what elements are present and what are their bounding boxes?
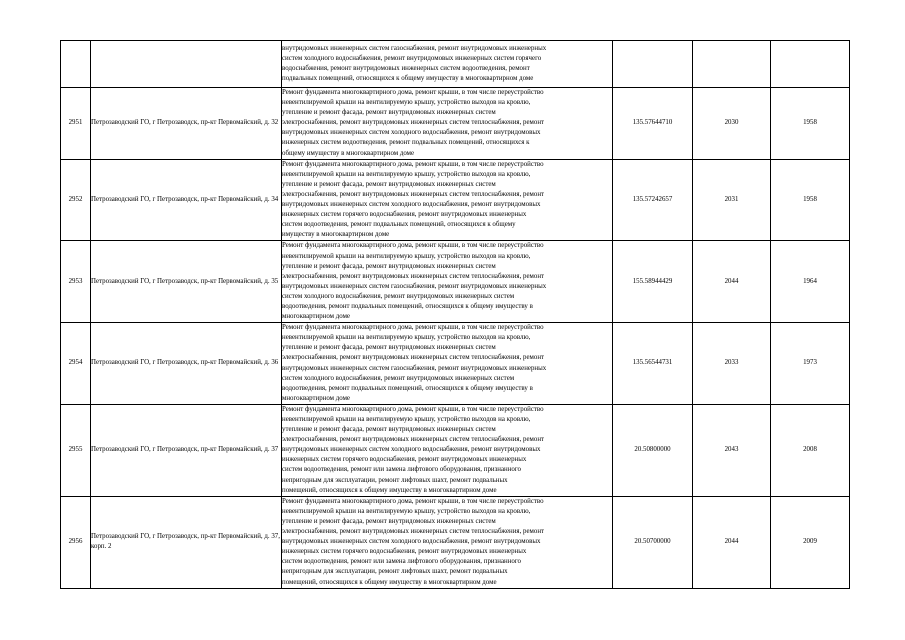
- row-number-cell: 2956: [61, 496, 91, 588]
- cost-cell: 155.58944429: [613, 241, 693, 323]
- address-cell: Петрозаводский ГО, г Петрозаводск, пр-кт Первомайский, д. 35: [91, 241, 282, 323]
- planned-year-cell: 2031: [693, 159, 771, 241]
- works-line: Ремонт фундамента многоквартирного дома, ремонт крыши, в том числе переустройство: [282, 405, 544, 413]
- works-line: утепление и ремонт фасада, ремонт внутридомовых инженерных систем: [282, 262, 496, 270]
- works-line: невентилируемой крыши на вентилируемую крышу, устройство выходов на кровлю,: [282, 334, 531, 342]
- built-year-cell: 2008: [771, 404, 850, 496]
- works-list-cell: [282, 241, 613, 323]
- works-list-cell: [282, 496, 613, 588]
- works-line: Ремонт фундамента многоквартирного дома, ремонт крыши, в том числе переустройство: [282, 89, 544, 96]
- table-row: [61, 88, 850, 160]
- works-line: утепление и ремонт фасада, ремонт внутридомовых инженерных систем: [282, 109, 496, 117]
- works-line: Ремонт фундамента многоквартирного дома, ремонт крыши, в том числе переустройство: [282, 242, 544, 250]
- works-list-cell: [282, 41, 613, 88]
- row-number-cell: 2953: [61, 241, 91, 323]
- works-line: систем холодного водоснабжения, ремонт внутридомовых инженерных систем: [282, 292, 515, 300]
- planned-year-cell: 2030: [693, 88, 771, 160]
- row-number-cell: 2952: [61, 159, 91, 241]
- table-row: [61, 404, 850, 496]
- works-line: невентилируемой крыши на вентилируемую крышу, устройство выходов на кровлю,: [282, 416, 531, 423]
- works-line: инженерных систем горячего водоснабжения, ремонт внутридомовых инженерных: [282, 211, 527, 219]
- works-line: непригодным для эксплуатации, ремонт лифтовых шахт, ремонт подвальных: [282, 476, 508, 484]
- planned-year-cell: 2033: [693, 323, 771, 405]
- planned-year-cell: 2044: [693, 241, 771, 323]
- cost-cell: 135.57242657: [613, 159, 693, 241]
- works-line: утепление и ремонт фасада, ремонт внутридомовых инженерных систем: [282, 180, 496, 188]
- built-year-cell: 1973: [771, 323, 850, 405]
- works-line: электроснабжения, ремонт внутридомовых инженерных систем теплоснабжения, ремонт: [282, 354, 545, 362]
- works-line: электроснабжения, ремонт внутридомовых инженерных систем теплоснабжения, ремонт: [282, 528, 545, 536]
- works-line: внутридомовых инженерных систем газоснабжения, ремонт внутридомовых инженерных: [282, 282, 547, 290]
- table-row: [61, 323, 850, 405]
- works-list-cell: [282, 404, 613, 496]
- works-line: внутридомовых инженерных систем холодного водоснабжения, ремонт внутридомовых: [282, 446, 541, 454]
- table-row: [61, 496, 850, 588]
- works-line: имуществу в многоквартирном доме: [282, 231, 390, 239]
- table-body: [61, 41, 850, 589]
- row-number-cell: 2955: [61, 404, 91, 496]
- works-line: систем водоотведения, ремонт подвальных помещений, относящихся к общему: [282, 221, 516, 229]
- works-line: внутридомовых инженерных систем холодного водоснабжения, ремонт внутридомовых: [282, 201, 541, 209]
- works-line: водоотведения, ремонт подвальных помещений, относящихся к общему имуществу в: [282, 384, 533, 392]
- works-list-cell: [282, 159, 613, 241]
- works-line: систем холодного водоснабжения, ремонт внутридомовых инженерных систем горячего: [282, 54, 542, 62]
- built-year-cell: 1958: [771, 88, 850, 160]
- works-line: непригодным для эксплуатации, ремонт лифтовых шахт, ремонт подвальных: [282, 568, 508, 576]
- address-cell: [91, 41, 282, 88]
- works-line: невентилируемой крыши на вентилируемую крышу, устройство выходов на кровлю,: [282, 99, 531, 107]
- works-line: подвальных помещений, относящихся к общему имуществу в многоквартирном доме: [282, 75, 534, 83]
- cost-cell: 20.50800000: [613, 404, 693, 496]
- works-line: инженерных систем горячего водоснабжения, ремонт внутридомовых инженерных: [282, 456, 527, 464]
- table-row: [61, 41, 850, 88]
- works-line: утепление и ремонт фасада, ремонт внутридомовых инженерных систем: [282, 426, 496, 434]
- works-line: Ремонт фундамента многоквартирного дома, ремонт крыши, в том числе переустройство: [282, 160, 544, 168]
- address-cell: Петрозаводский ГО, г Петрозаводск, пр-кт Первомайский, д. 34: [91, 159, 282, 241]
- built-year-cell: 2009: [771, 496, 850, 588]
- address-cell: Петрозаводский ГО, г Петрозаводск, пр-кт Первомайский, д. 32: [91, 88, 282, 160]
- row-number-cell: [61, 41, 91, 88]
- works-line: Ремонт фундамента многоквартирного дома, ремонт крыши, в том числе переустройство: [282, 497, 544, 505]
- works-line: электроснабжения, ремонт внутридомовых инженерных систем теплоснабжения, ремонт: [282, 436, 545, 444]
- works-line: внутридомовых инженерных систем газоснабжения, ремонт внутридомовых инженерных: [282, 44, 547, 52]
- cost-cell: [613, 41, 693, 88]
- repair-schedule-table: [60, 40, 850, 589]
- works-line: многоквартирном доме: [282, 313, 350, 321]
- works-line: невентилируемой крыши на вентилируемую крышу, устройство выходов на кровлю,: [282, 170, 531, 178]
- cost-cell: 20.50700000: [613, 496, 693, 588]
- works-line: инженерных систем водоотведения, ремонт подвальных помещений, относящихся к: [282, 139, 530, 147]
- works-list-cell: [282, 88, 613, 160]
- works-line: помещений, относящихся к общему имуществу в многоквартирном доме: [282, 486, 497, 494]
- row-number-cell: 2951: [61, 88, 91, 160]
- planned-year-cell: [693, 41, 771, 88]
- built-year-cell: [771, 41, 850, 88]
- works-line: невентилируемой крыши на вентилируемую крышу, устройство выходов на кровлю,: [282, 252, 531, 260]
- works-line: внутридомовых инженерных систем холодного водоснабжения, ремонт внутридомовых: [282, 129, 541, 137]
- works-line: инженерных систем горячего водоснабжения, ремонт внутридомовых инженерных: [282, 548, 527, 556]
- table-row: [61, 159, 850, 241]
- built-year-cell: 1964: [771, 241, 850, 323]
- works-line: Ремонт фундамента многоквартирного дома, ремонт крыши, в том числе переустройство: [282, 324, 544, 332]
- works-line: электроснабжения, ремонт внутридомовых инженерных систем теплоснабжения, ремонт: [282, 119, 545, 127]
- planned-year-cell: 2044: [693, 496, 771, 588]
- row-number-cell: 2954: [61, 323, 91, 405]
- cost-cell: 135.56544731: [613, 323, 693, 405]
- works-line: невентилируемой крыши на вентилируемую крышу, устройство выходов на кровлю,: [282, 507, 531, 515]
- address-cell: Петрозаводский ГО, г Петрозаводск, пр-кт Первомайский, д. 37: [91, 404, 282, 496]
- address-cell: Петрозаводский ГО, г Петрозаводск, пр-кт Первомайский, д. 36: [91, 323, 282, 405]
- works-line: утепление и ремонт фасада, ремонт внутридомовых инженерных систем: [282, 344, 496, 352]
- works-line: общему имуществу в многоквартирном доме: [282, 149, 415, 157]
- works-line: систем водоотведения, ремонт или замена лифтового оборудования, признанного: [282, 466, 521, 474]
- built-year-cell: 1958: [771, 159, 850, 241]
- works-line: водоснабжения, ремонт внутридомовых инженерных систем водоотведения, ремонт: [282, 65, 530, 72]
- works-line: внутридомовых инженерных систем газоснабжения, ремонт внутридомовых инженерных: [282, 364, 547, 372]
- works-line: электроснабжения, ремонт внутридомовых инженерных систем теплоснабжения, ремонт: [282, 272, 545, 280]
- works-line: многоквартирном доме: [282, 394, 350, 402]
- works-line: электроснабжения, ремонт внутридомовых инженерных систем теплоснабжения, ремонт: [282, 190, 545, 198]
- works-list-cell: [282, 323, 613, 405]
- works-line: утепление и ремонт фасада, ремонт внутридомовых инженерных систем: [282, 517, 496, 525]
- planned-year-cell: 2043: [693, 404, 771, 496]
- address-cell: Петрозаводский ГО, г Петрозаводск, пр-кт Первомайский, д. 37, корп. 2: [91, 496, 282, 588]
- works-line: помещений, относящихся к общему имуществу в многоквартирном доме: [282, 578, 497, 586]
- works-line: водоотведения, ремонт подвальных помещений, относящихся к общему имуществу в: [282, 302, 533, 310]
- works-line: систем холодного водоснабжения, ремонт внутридомовых инженерных систем: [282, 374, 515, 382]
- cost-cell: 135.57644710: [613, 88, 693, 160]
- works-line: систем водоотведения, ремонт или замена лифтового оборудования, признанного: [282, 558, 521, 566]
- works-line: внутридомовых инженерных систем холодного водоснабжения, ремонт внутридомовых: [282, 538, 541, 546]
- table-row: [61, 241, 850, 323]
